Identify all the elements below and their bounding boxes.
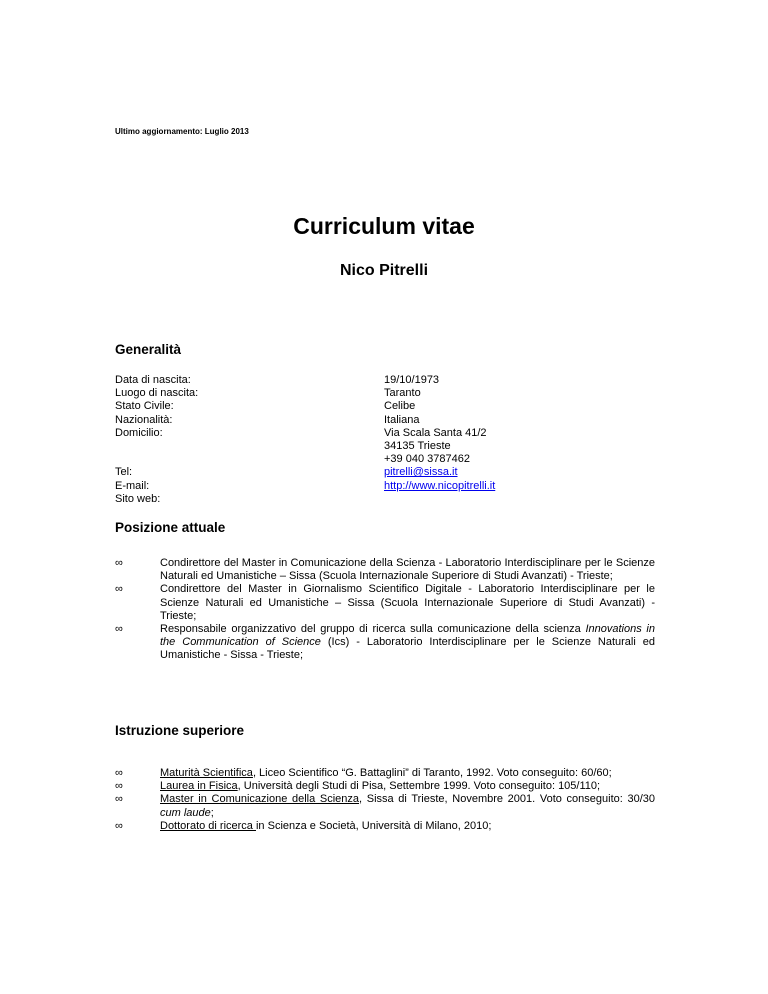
degree-details: ; — [210, 806, 214, 819]
bullet-icon: ∞ — [115, 623, 123, 636]
personal-info-labels — [115, 374, 198, 506]
degree-honor: cum laude — [160, 806, 211, 819]
last-updated: Ultimo aggiornamento: Luglio 2013 — [115, 127, 249, 136]
label-email: E-mail: — [115, 479, 150, 492]
website-link[interactable]: http://www.nicopitrelli.it — [384, 479, 496, 492]
value-tel: +39 040 3787462 — [384, 453, 470, 466]
list-item-text: Condirettore del Master in Giornalismo Scientifico Digitale - Laboratorio Interdisciplinare per le Scienze Naturali ed Umanistiche – Sissa (Scuola Internazionale Superiore di Studi Avanzati) - Trieste; — [160, 583, 655, 622]
degree-title: Master in Comunicazione della Scienza — [160, 793, 360, 806]
list-item — [115, 583, 655, 623]
list-item — [115, 767, 655, 780]
section-heading-posizione: Posizione attuale — [115, 520, 226, 535]
degree-details: , Università degli Studi di Pisa, Settembre 1999. Voto conseguito: 105/110; — [237, 780, 601, 793]
email-link[interactable]: pitrelli@sissa.it — [384, 466, 458, 479]
bullet-icon: ∞ — [115, 583, 123, 596]
person-name: Nico Pitrelli — [339, 262, 429, 279]
posizione-list — [115, 557, 655, 663]
label-birth-place: Luogo di nascita: — [115, 387, 199, 400]
list-item — [115, 793, 655, 819]
bullet-icon: ∞ — [115, 793, 123, 806]
document-title: Curriculum vitae — [293, 213, 475, 239]
list-item — [115, 780, 655, 793]
list-item-text: Responsabile organizzativo del gruppo di ricerca sulla comunicazione della scienza — [160, 623, 586, 636]
list-item — [115, 623, 655, 663]
bullet-icon: ∞ — [115, 557, 123, 569]
degree-title: Dottorato di ricerca — [160, 819, 256, 832]
istruzione-list — [115, 767, 655, 833]
degree-details: , Sissa di Trieste, Novembre 2001. Voto conseguito: 30/30 — [359, 793, 655, 806]
list-item — [115, 820, 655, 833]
value-nationality: Italiana — [384, 413, 420, 426]
label-tel: Tel: — [115, 466, 133, 479]
label-address: Domicilio: — [115, 426, 163, 439]
bullet-icon: ∞ — [115, 819, 123, 832]
value-address-city: 34135 Trieste — [384, 440, 451, 453]
list-item-italic: Innovations in the Communication of Science — [160, 623, 655, 649]
value-civil-status: Celibe — [384, 400, 416, 413]
personal-info-values — [384, 374, 495, 493]
list-item-text: (Ics) - Laboratorio Interdisciplinare per le Scienze Naturali ed Umanistiche - Sissa - Trieste; — [160, 636, 655, 662]
bullet-icon: ∞ — [115, 767, 123, 779]
value-birth-date: 19/10/1973 — [384, 374, 440, 386]
degree-title: Laurea in Fisica — [160, 780, 238, 793]
degree-details: in Scienza e Società, Università di Milano, 2010; — [255, 819, 492, 832]
section-heading-istruzione: Istruzione superiore — [115, 723, 245, 738]
bullet-icon: ∞ — [115, 780, 123, 793]
label-birth-date: Data di nascita: — [115, 374, 191, 386]
section-heading-generalita: Generalità — [115, 342, 182, 357]
list-item-text: Condirettore del Master in Comunicazione della Scienza - Laboratorio Interdisciplinare per le Scienze Naturali ed Umanistiche – Sissa (Scuola Internazionale Superiore di Studi Avanzati) - Trieste; — [160, 557, 655, 583]
degree-title: Maturità Scientifica — [160, 767, 253, 779]
degree-details: , Liceo Scientifico “G. Battaglini” di Taranto, 1992. Voto conseguito: 60/60; — [252, 767, 612, 779]
list-item — [115, 557, 655, 583]
value-address-street: Via Scala Santa 41/2 — [384, 426, 487, 439]
label-civil-status: Stato Civile: — [115, 400, 174, 413]
label-nationality: Nazionalità: — [115, 413, 173, 426]
label-website: Sito web: — [115, 492, 161, 505]
value-birth-place: Taranto — [384, 387, 421, 400]
